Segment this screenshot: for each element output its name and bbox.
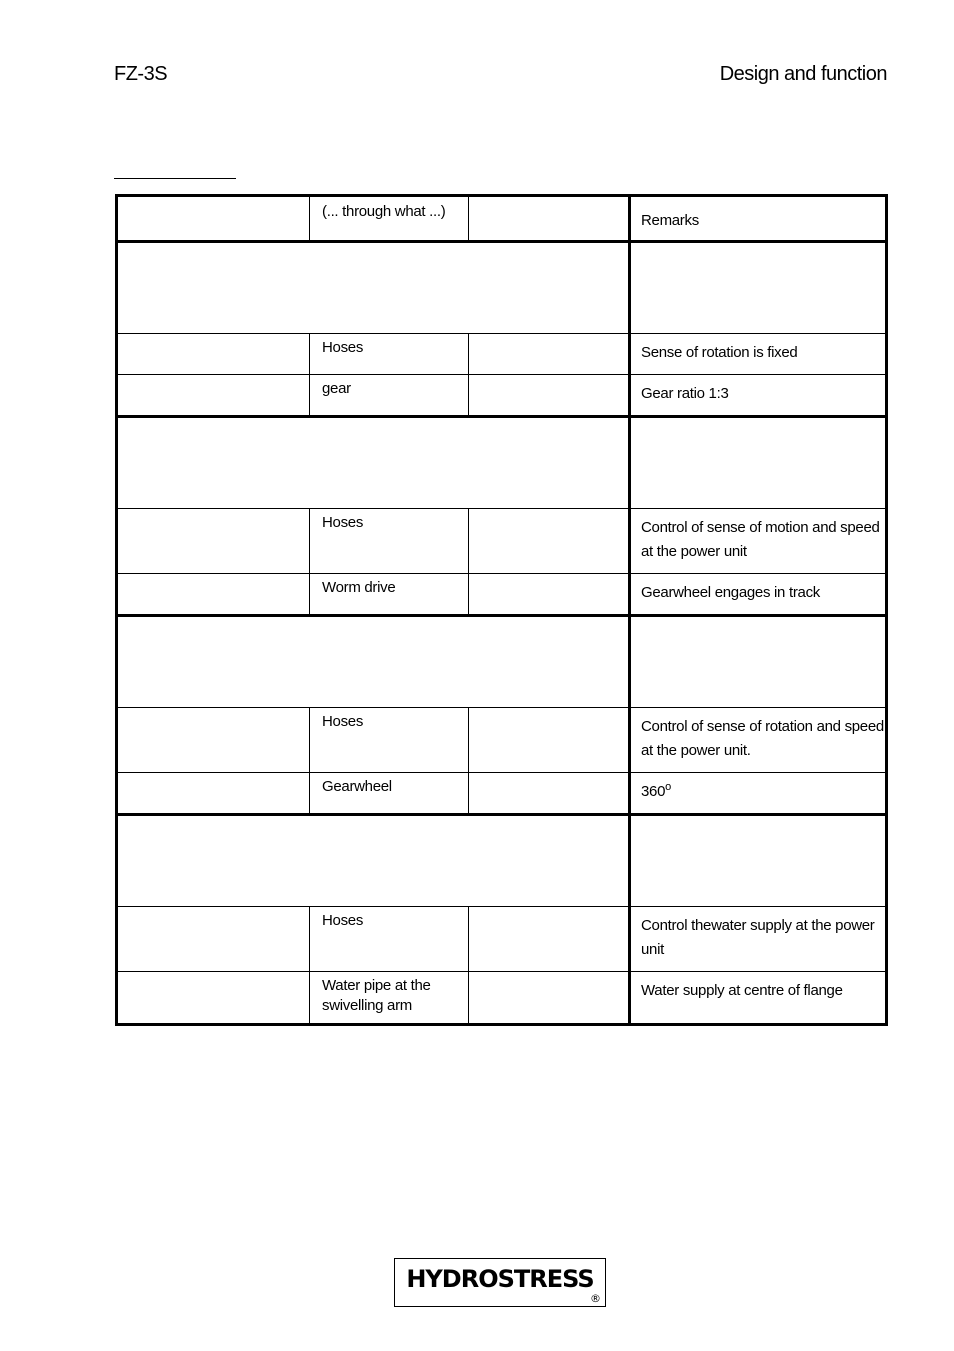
logo-text: HYDROSTRESS — [406, 1265, 594, 1293]
section-row — [118, 240, 885, 334]
table-row: Worm drive Gearwheel engages in track — [118, 573, 885, 617]
table-row: Hoses Control thewater supply at the power unit — [118, 906, 885, 972]
header-cell-remarks: Remarks — [628, 197, 885, 240]
degree-symbol: o — [665, 781, 671, 793]
header-section-title: Design and function — [719, 63, 887, 85]
header-model: FZ-3S — [114, 63, 168, 85]
table-row: Hoses Sense of rotation is fixed — [118, 333, 885, 375]
table-row: Water pipe at the swivelling arm Water supply at centre of flange — [118, 971, 885, 1023]
function-table — [115, 194, 888, 1026]
heading-rule — [114, 178, 236, 179]
table-row: Hoses Control of sense of rotation and speed at the power unit. — [118, 707, 885, 773]
table-row: Gearwheel 360$^o$ — [118, 772, 885, 816]
section-row — [118, 415, 885, 509]
section-row — [118, 813, 885, 907]
registered-mark: ® — [590, 1292, 601, 1305]
rotation-angle: 360 — [641, 783, 666, 800]
table-row: gear Gear ratio 1:3 — [118, 374, 885, 418]
header-cell-through-what: (... through what ...) — [310, 197, 469, 240]
hydrostress-logo — [394, 1258, 606, 1307]
table-row: Hoses Control of sense of motion and speed at the power unit — [118, 508, 885, 574]
section-row — [118, 614, 885, 708]
table-header-row — [118, 197, 885, 243]
